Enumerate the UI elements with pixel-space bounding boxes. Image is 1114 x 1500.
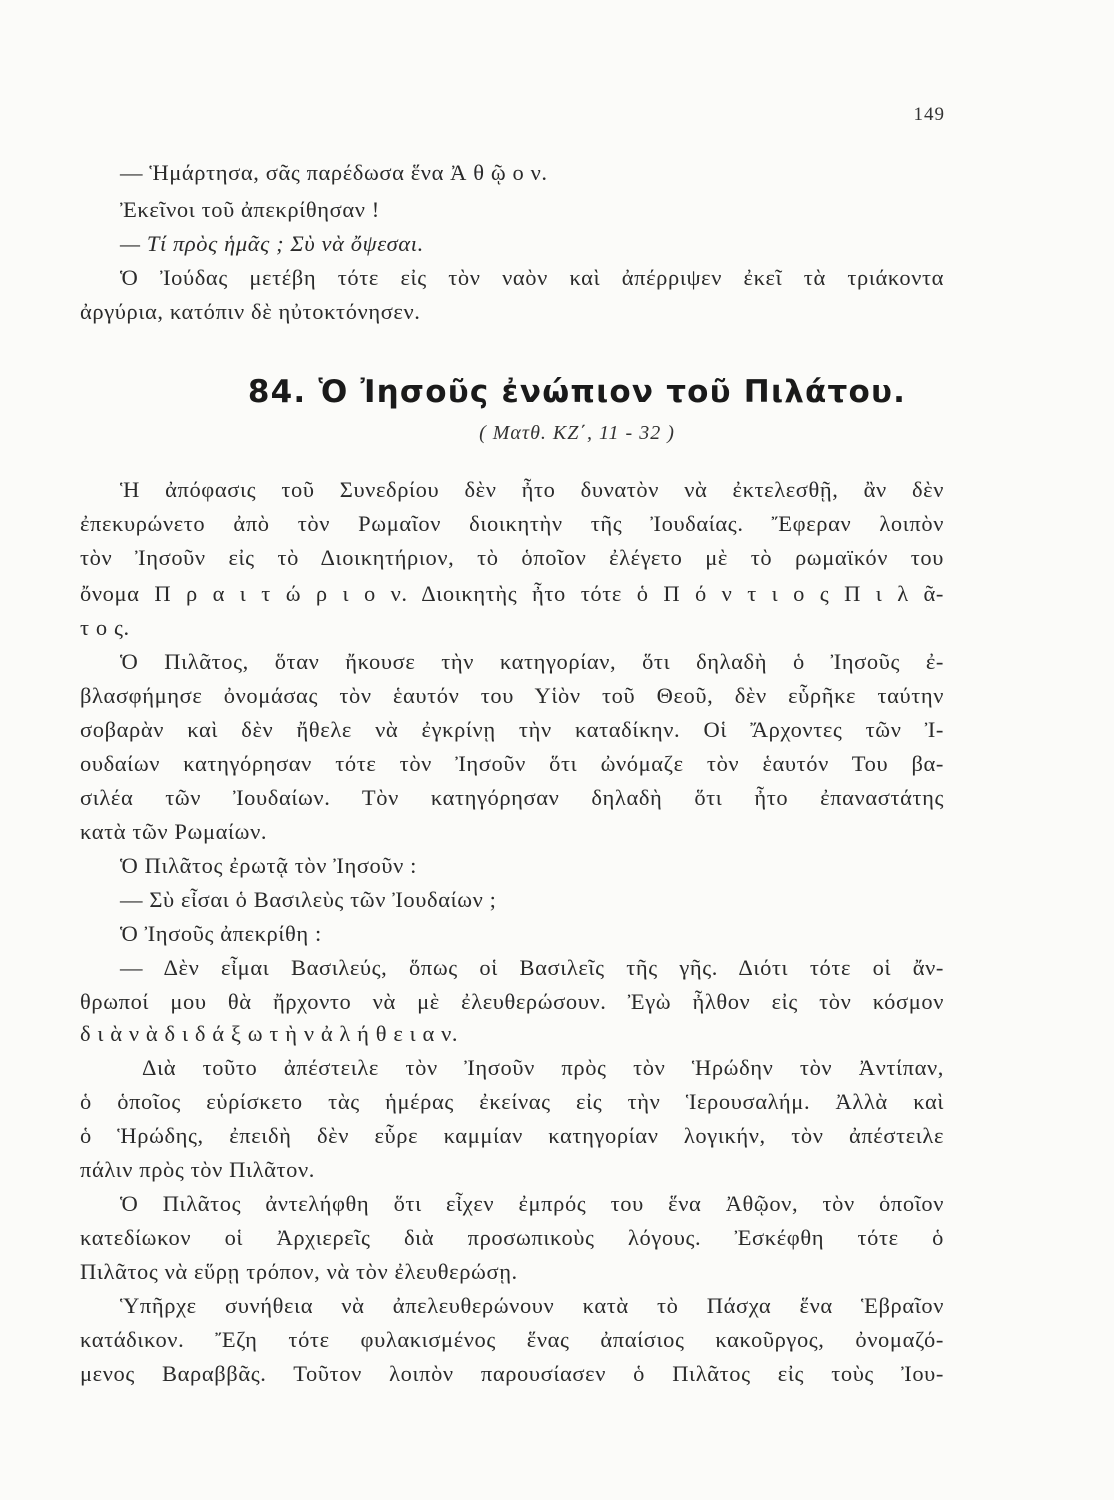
- text-line: — Τί πρὸς ἡμᾶς ; Σὺ νὰ ὄψεσαι.: [120, 231, 424, 256]
- text-line: Ὁ Ἰησοῦς ἀπεκρίθη :: [120, 921, 322, 946]
- text-line: Ὑπῆρχε συνήθεια νὰ ἀπελευθερώνουν κατὰ τὸ Πάσχα ἕνα Ἑβραῖον: [120, 1293, 944, 1318]
- text-line: τ ο ς.: [80, 615, 130, 640]
- text-line: ὁ Ἡρώδης, ἐπειδὴ δὲν εὗρε καμμίαν κατηγορίαν λογικήν, τὸν ἀπέστειλε: [80, 1123, 944, 1148]
- text-line: Πιλᾶτος νὰ εὕρῃ τρόπον, νὰ τὸν ἐλευθερώσῃ.: [80, 1259, 518, 1284]
- text-line: — Ἡμάρτησα, σᾶς παρέδωσα ἕνα Ἀ θ ῷ ο ν.: [120, 160, 548, 185]
- text-line: ὁ ὁποῖος εὑρίσκετο τὰς ἡμέρας ἐκείνας εἰς τὴν Ἱερουσαλήμ. Ἀλλὰ καὶ: [80, 1089, 944, 1114]
- text-line: ουδαίων κατηγόρησαν τότε τὸν Ἰησοῦν ὅτι ὠνόμαζε τὸν ἑαυτόν Του βα-: [80, 751, 944, 776]
- text-line: σιλέα τῶν Ἰουδαίων. Τὸν κατηγόρησαν δηλαδὴ ὅτι ἦτο ἐπαναστάτης: [80, 785, 944, 810]
- text-line: δ ι ὰ ν ὰ δ ι δ ά ξ ω τ ὴ ν ἀ λ ή θ ε ι α ν.: [80, 1021, 459, 1046]
- text-line: Ὁ Πιλᾶτος, ὅταν ἤκουσε τὴν κατηγορίαν, ὅτι δηλαδὴ ὁ Ἰησοῦς ἐ-: [120, 649, 944, 674]
- text-line: — Δὲν εἶμαι Βασιλεύς, ὅπως οἱ Βασιλεῖς τῆς γῆς. Διότι τότε οἱ ἄν-: [120, 955, 944, 980]
- text-line: θρωποί μου θὰ ἤρχοντο νὰ μὲ ἐλευθερώσουν. Ἐγὼ ἦλθον εἰς τὸν κόσμον: [80, 989, 944, 1014]
- page-number: 149: [913, 104, 945, 125]
- text-line: κατάδικον. Ἔζη τότε φυλακισμένος ἕνας ἀπαίσιος κακοῦργος, ὀνομαζό-: [80, 1327, 944, 1352]
- text-line: πάλιν πρὸς τὸν Πιλᾶτον.: [80, 1157, 315, 1182]
- text-line: — Σὺ εἶσαι ὁ Βασιλεὺς τῶν Ἰουδαίων ;: [120, 887, 497, 912]
- text-line: ἀργύρια, κατόπιν δὲ ηὐτοκτόνησεν.: [80, 299, 421, 324]
- text-line: βλασφήμησε ὀνομάσας τὸν ἑαυτόν του Υἱὸν τοῦ Θεοῦ, δὲν εὗρῆκε ταύτην: [80, 683, 944, 708]
- text-line: Διὰ τοῦτο ἀπέστειλε τὸν Ἰησοῦν πρὸς τὸν Ἡρώδην τὸν Ἀντίπαν,: [142, 1055, 944, 1080]
- section-reference: ( Ματθ. ΚΖ΄, 11 - 32 ): [479, 422, 675, 444]
- text-line: ὄνομα Π ρ α ι τ ώ ρ ι ο ν. Διοικητὴς ἦτο τότε ὁ Π ό ν τ ι ο ς Π ι λ ᾶ-: [80, 581, 944, 606]
- text-line: Ἐκεῖνοι τοῦ ἀπεκρίθησαν !: [120, 197, 380, 222]
- text-line: Ὁ Ἰούδας μετέβη τότε εἰς τὸν ναὸν καὶ ἀπέρριψεν ἐκεῖ τὰ τριάκοντα: [120, 265, 944, 290]
- text-line: Ὁ Πιλᾶτος ἀντελήφθη ὅτι εἶχεν ἐμπρός του ἕνα Ἀθῷον, τὸν ὁποῖον: [120, 1191, 944, 1216]
- text-line: τὸν Ἰησοῦν εἰς τὸ Διοικητήριον, τὸ ὁποῖον ἐλέγετο μὲ τὸ ρωμαϊκόν του: [80, 545, 944, 570]
- text-line: ἐπεκυρώνετο ἀπὸ τὸν Ρωμαῖον διοικητὴν τῆς Ἰουδαίας. Ἔφεραν λοιπὸν: [80, 511, 944, 536]
- text-line: μενος Βαραββᾶς. Τοῦτον λοιπὸν παρουσίασεν ὁ Πιλᾶτος εἰς τοὺς Ἰου-: [80, 1361, 944, 1386]
- text-line: σοβαρὰν καὶ δὲν ἤθελε νὰ ἐγκρίνῃ τὴν καταδίκην. Οἱ Ἄρχοντες τῶν Ἰ-: [80, 717, 944, 742]
- text-line: Ἡ ἀπόφασις τοῦ Συνεδρίου δὲν ἦτο δυνατὸν νὰ ἐκτελεσθῇ, ἂν δὲν: [120, 477, 944, 502]
- text-line: κατεδίωκον οἱ Ἀρχιερεῖς διὰ προσωπικοὺς λόγους. Ἐσκέφθη τότε ὁ: [80, 1225, 944, 1250]
- text-line: κατὰ τῶν Ρωμαίων.: [80, 819, 268, 844]
- text-line: Ὁ Πιλᾶτος ἐρωτᾷ τὸν Ἰησοῦν :: [120, 853, 417, 878]
- section-title: 84. Ὁ Ἰησοῦς ἐνώπιον τοῦ Πιλάτου.: [247, 374, 907, 410]
